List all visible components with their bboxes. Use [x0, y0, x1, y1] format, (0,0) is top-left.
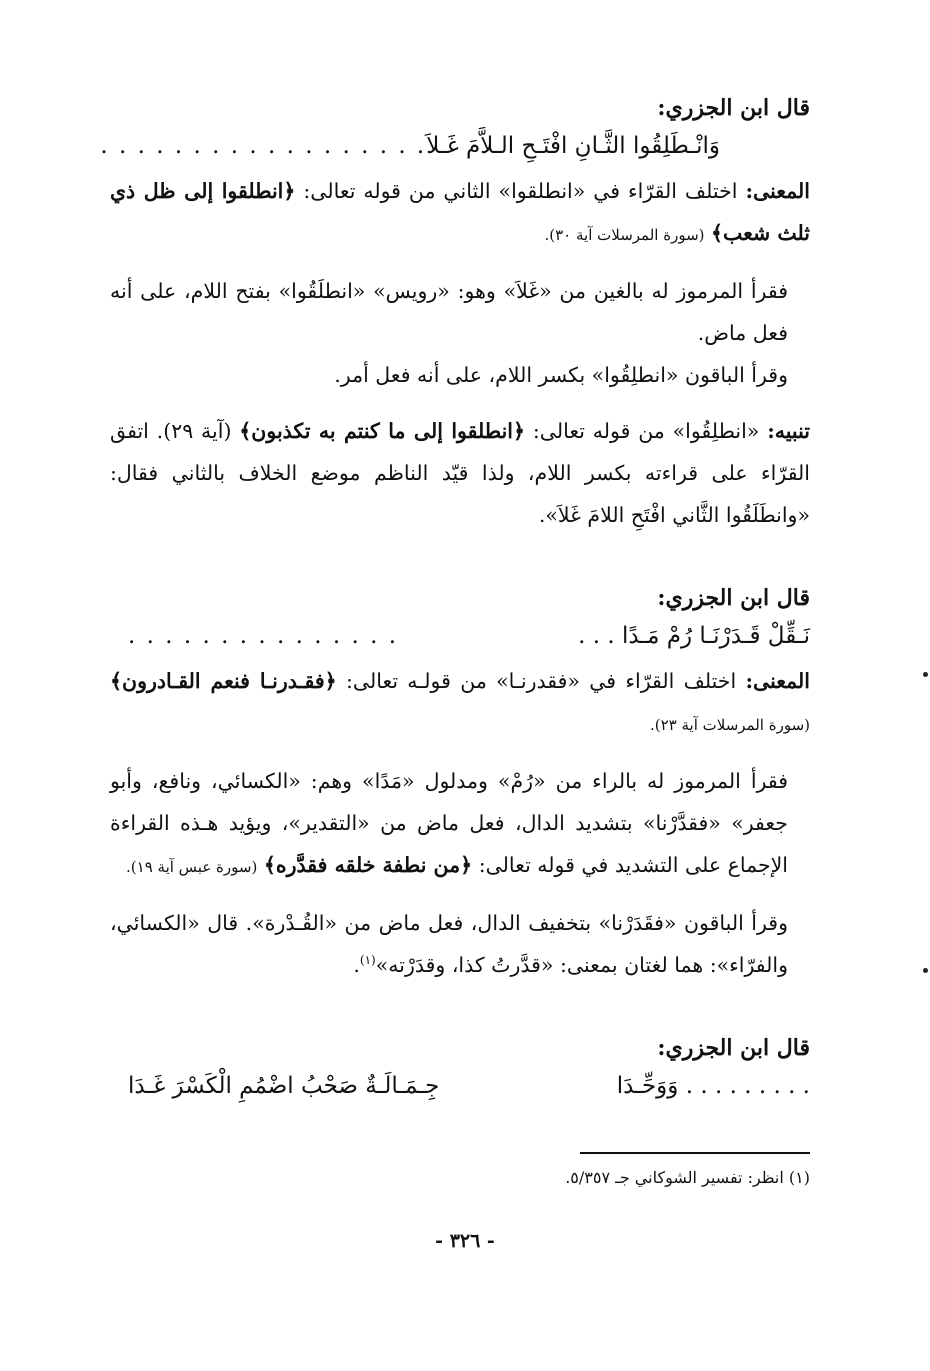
reading-paragraph: [110, 902, 810, 986]
reading-paragraph: وقرأ الباقون «انطلِقُوا» بكسر اللام، على أنه فعل أمر.: [334, 363, 788, 387]
page-body: [100, 90, 811, 1110]
paragraph-text: وقرأ الباقون «فقَدَرْنا» بتخفيف الدال، فعل ماض من «القُـدْرة». قال «الكسائي، والفرّاء»: هما لغتان بمعنى: «قدَّرتُ كذا، وقدَرْته»: [110, 911, 788, 977]
paragraph-text: «انطلِقُوا» من قوله تعالى:: [532, 419, 760, 443]
surah-reference: (سورة المرسلات آية ٣٠).: [544, 226, 705, 244]
scan-edge-mark: [923, 672, 928, 677]
verse-line: [110, 616, 810, 656]
paragraph-text: (آية ٢٩). اتفق القرّاء على قراءته بكسر اللام، ولذا قيّد الناظم موضع الخلاف بالثاني فقال: «وانطَلَقُوا الثَّاني افْتَحِ اللامَ غَلاَ».: [110, 419, 810, 527]
footnote: (١) انظر: تفسير الشوكاني جـ ٥/٣٥٧.: [565, 1168, 810, 1187]
meaning-paragraph: [110, 170, 810, 256]
meaning-label: المعنى:: [745, 179, 810, 203]
paragraph-text: اختلف القرّاء في «فقدرنـا» من قولـه تعالى:: [345, 669, 737, 693]
quran-quote: ﴿من نطفة خلقه فقدَّره﴾: [263, 853, 473, 877]
paragraph-text: اختلف القرّاء في «انطلقوا» الثاني من قوله تعالى:: [303, 179, 738, 203]
note-label: تنبيه:: [767, 419, 811, 443]
verse-hemistich-right: وَانْـطَلِقُوا الثَّـانِ افْتَـحِ الـلاَّمَ غَـلاَ: [426, 133, 720, 159]
reading-paragraph: فقرأ المرموز له بالغين من «غَلاَ» وهو: «رويس» «انطلَقُوا» بفتح اللام، على أنه فعل ماض.: [110, 279, 788, 345]
page-number: - ٣٢٦ -: [435, 1230, 495, 1252]
reading-paragraph: [110, 760, 810, 888]
quran-quote: ﴿انطلقوا إلى ما كنتم به تكذبون﴾: [239, 419, 526, 443]
paragraph-text: .: [353, 953, 360, 977]
section-heading: قال ابن الجزري:: [657, 585, 810, 611]
footnote-marker: (١): [359, 953, 376, 968]
verse-hemistich-right: . . . . . . . . . وَوَحِّـدَا: [616, 1073, 810, 1099]
verse-hemistich-left: جِـمَـالَـةٌ صَحْبُ اضْمُمِ الْكَسْرَ غَـدَا: [128, 1073, 440, 1099]
verse-hemistich-left: . . . . . . . . . . . . . . .: [128, 623, 399, 649]
meaning-label: المعنى:: [745, 669, 810, 693]
surah-reference: (سورة المرسلات آية ٢٣).: [649, 716, 810, 734]
note-paragraph: [110, 410, 810, 536]
scan-edge-mark: [923, 968, 928, 973]
quran-quote: ﴿فقـدرنـا فنعم القـادرون﴾: [110, 669, 337, 693]
quran-quote: ﴿انطلقوا إلى ظل ذي ثلث شعب﴾: [110, 179, 810, 245]
verse-line: [110, 1066, 810, 1106]
section-heading: قال ابن الجزري:: [657, 1035, 810, 1061]
section-heading: قال ابن الجزري:: [657, 95, 810, 121]
verse-line: [100, 126, 810, 166]
meaning-paragraph: [110, 660, 810, 746]
surah-reference: (سورة عبس آية ١٩).: [126, 858, 258, 876]
paragraph-text: فقرأ المرموز له بالراء من «رُمْ» ومدلول «مَدًا» وهم: «الكسائي، ونافع، وأبو جعفر» «فقدَّرْنا» بتشديد الدال، فعل ماض من «التقدير»، ويؤيد هـذه القراءة الإجماع على التشديد في قوله تعالى:: [110, 769, 788, 877]
verse-hemistich-left: . . . . . . . . . . . . . . . . . .: [100, 133, 427, 159]
footnote-divider: [580, 1152, 810, 1154]
verse-hemistich-right: نَـقِّلْ قَـدَرْنَـا رُمْ مَـدًا . . .: [578, 623, 810, 649]
